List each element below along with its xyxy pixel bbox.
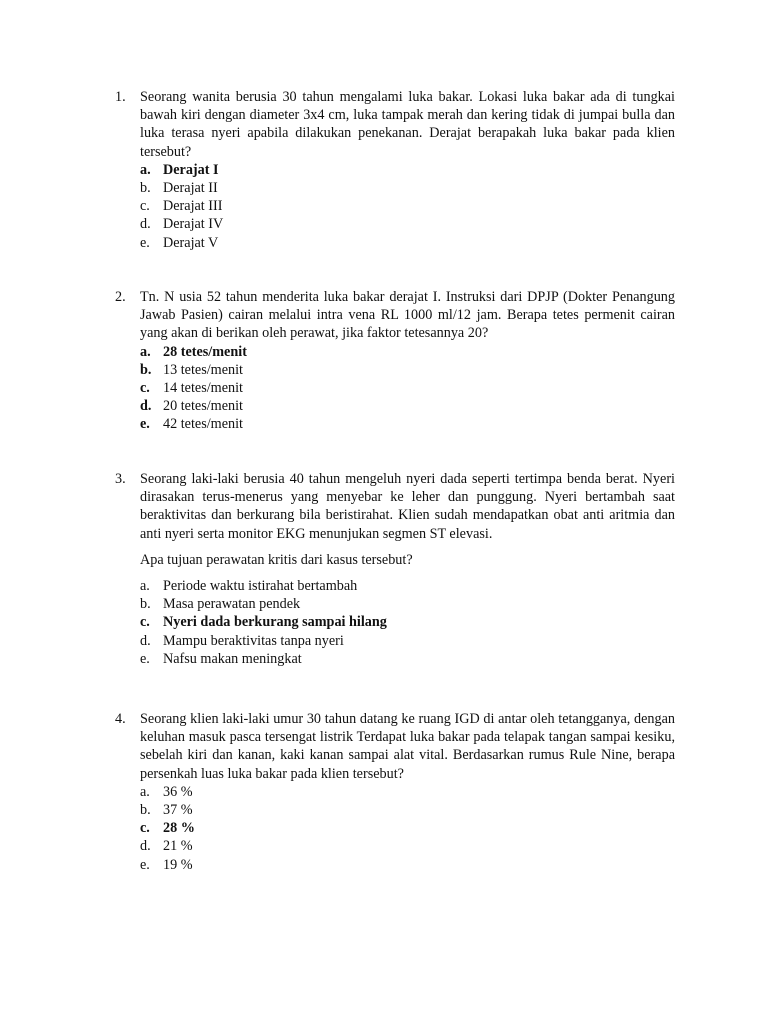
option-letter: a. <box>140 783 150 800</box>
option-letter: e. <box>140 234 150 251</box>
option-c <box>140 819 675 837</box>
option-letter: d. <box>140 398 152 415</box>
answer-options <box>140 577 675 668</box>
option-text: Derajat III <box>163 198 223 215</box>
option-text: 19 % <box>163 856 193 873</box>
option-letter: b. <box>140 180 151 196</box>
option-b <box>140 179 675 197</box>
option-text: Mampu beraktivitas tanpa nyeri <box>163 632 344 649</box>
option-d <box>140 837 675 855</box>
answer-options <box>140 343 675 434</box>
option-letter: d. <box>140 838 151 855</box>
option-letter: e. <box>140 856 150 873</box>
option-letter: b. <box>140 802 151 818</box>
option-a <box>140 161 675 179</box>
option-letter: a. <box>140 578 150 595</box>
option-letter: c. <box>140 379 150 396</box>
option-letter: d. <box>140 632 151 649</box>
option-letter: b. <box>140 361 152 378</box>
option-b <box>140 361 675 379</box>
question-number: 1. <box>115 89 126 105</box>
option-a <box>140 343 675 361</box>
option-text: 36 % <box>163 783 193 800</box>
option-letter: c. <box>140 198 150 215</box>
option-letter: d. <box>140 216 151 233</box>
option-text: 14 tetes/menit <box>163 379 243 396</box>
option-d <box>140 215 675 233</box>
option-text: 37 % <box>163 802 193 818</box>
option-letter: b. <box>140 596 151 613</box>
option-e <box>140 650 675 668</box>
option-b <box>140 595 675 613</box>
option-text: Derajat I <box>163 161 219 178</box>
option-text: 20 tetes/menit <box>163 398 243 415</box>
question-text: Seorang klien laki-laki umur 30 tahun datang ke ruang IGD di antar oleh tetangganya, dengan keluhan masuk pasca tersengat listrik Terdapat luka bakar pada telapak tangan sampai kesiku, sebelah kiri dan kanan, kaki kanan sampai alat vital. Berdasarkan rumus Rule Nine, berapa persenkah luas luka bakar pada klien tersebut? <box>140 711 675 782</box>
option-d <box>140 632 675 650</box>
answer-options <box>140 161 675 252</box>
option-e <box>140 415 675 433</box>
option-c <box>140 613 675 631</box>
option-letter: c. <box>140 614 150 631</box>
question-text: Seorang wanita berusia 30 tahun mengalami luka bakar. Lokasi luka bakar ada di tungkai bawah kiri dengan diameter 3x4 cm, luka tampak merah dan kering tidak di jumpai bulla dan luka terasa nyeri apabila dilakukan penekanan. Derajat berapakah luka bakar pada klien tersebut? <box>140 89 675 160</box>
question-number: 3. <box>115 471 126 487</box>
option-e <box>140 234 675 252</box>
option-letter: e. <box>140 650 150 667</box>
question-text: Seorang laki-laki berusia 40 tahun mengeluh nyeri dada seperti tertimpa benda berat. Nyeri dirasakan terus-menerus yang menyebar ke leher dan punggung. Nyeri bertambah saat beraktivitas dan berkurang bila beristirahat. Klien sudah mendapatkan obat anti aritmia dan anti nyeri serta monitor EKG menunjukan segmen ST elevasi. <box>140 471 675 542</box>
option-a <box>140 577 675 595</box>
question-number: 2. <box>115 289 126 305</box>
option-letter: a. <box>140 161 151 178</box>
option-text: Nyeri dada berkurang sampai hilang <box>163 614 387 631</box>
option-text: Derajat II <box>163 180 218 196</box>
option-letter: e. <box>140 416 150 433</box>
question-text: Tn. N usia 52 tahun menderita luka bakar derajat I. Instruksi dari DPJP (Dokter Penangung Jawab Pasien) cairan melalui intra vena RL 1000 ml/12 jam. Berapa tetes permenit cairan yang akan di berikan oleh perawat, jika faktor tetesannya 20? <box>140 289 675 342</box>
option-text: 21 % <box>163 838 193 855</box>
option-letter: a. <box>140 343 151 360</box>
question-2 <box>115 288 675 448</box>
question-number: 4. <box>115 711 126 727</box>
option-text: Derajat IV <box>163 216 224 233</box>
option-text: 28 tetes/menit <box>163 343 247 360</box>
answer-options <box>140 783 675 874</box>
question-4 <box>115 710 675 888</box>
option-c <box>140 197 675 215</box>
option-text: 13 tetes/menit <box>163 361 243 378</box>
option-e <box>140 856 675 874</box>
option-b <box>140 801 675 819</box>
option-a <box>140 783 675 801</box>
option-letter: c. <box>140 820 150 837</box>
option-c <box>140 379 675 397</box>
option-text: Nafsu makan meningkat <box>163 650 302 667</box>
option-text: Masa perawatan pendek <box>163 596 301 613</box>
option-text: 42 tetes/menit <box>163 416 243 433</box>
option-text: 28 % <box>163 820 195 837</box>
option-text: Periode waktu istirahat bertambah <box>163 578 358 595</box>
option-text: Derajat V <box>163 234 219 251</box>
question-prompt: Apa tujuan perawatan kritis dari kasus tersebut? <box>140 551 413 568</box>
option-d <box>140 397 675 415</box>
question-3 <box>115 470 675 682</box>
question-1 <box>115 88 675 266</box>
